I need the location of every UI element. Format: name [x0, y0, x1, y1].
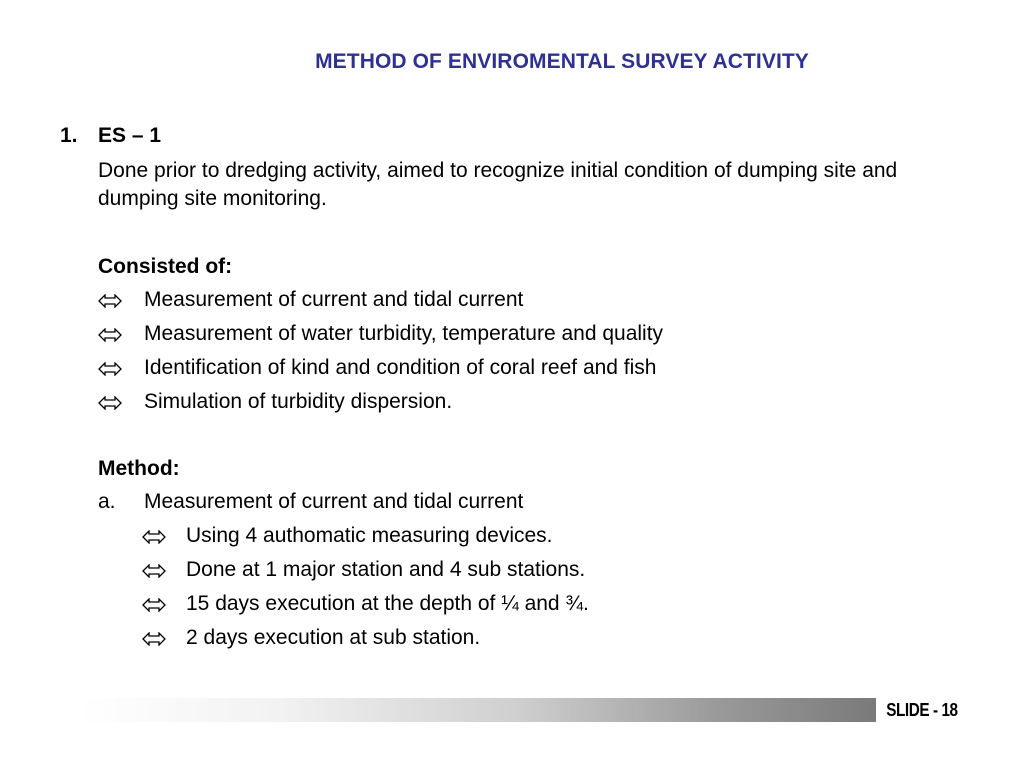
list-item — [98, 322, 663, 356]
bullet-text: Identification of kind and condition of coral reef and fish — [144, 356, 657, 379]
double-arrow-icon — [142, 530, 166, 544]
method-heading: Method: — [98, 457, 180, 480]
double-arrow-icon — [142, 564, 166, 578]
double-arrow-icon — [142, 598, 166, 612]
double-arrow-icon — [98, 294, 122, 308]
list-item — [142, 592, 589, 626]
item-number: 1. — [60, 124, 78, 147]
consisted-heading: Consisted of: — [98, 255, 233, 278]
bullet-text: 2 days execution at sub station. — [186, 626, 481, 649]
item-heading: ES – 1 — [98, 124, 162, 147]
bullet-text: Using 4 authomatic measuring devices. — [186, 524, 553, 547]
bullet-text: Simulation of turbidity dispersion. — [144, 390, 453, 413]
double-arrow-icon — [98, 396, 122, 410]
consisted-bullet-list — [98, 288, 663, 424]
item-description: Done prior to dredging activity, aimed to recognize initial condition of dumping site and dumping site monitoring. — [98, 159, 898, 210]
method-sub-title: Measurement of current and tidal current — [144, 490, 524, 513]
slide-number-label: SLIDE - 18 — [876, 698, 968, 722]
list-item — [142, 558, 589, 592]
bullet-text: Measurement of water turbidity, temperature and quality — [144, 322, 664, 345]
slide-title: METHOD OF ENVIROMENTAL SURVEY ACTIVITY — [315, 50, 809, 73]
double-arrow-icon — [98, 328, 122, 342]
list-item — [142, 524, 589, 558]
bullet-text: 15 days execution at the depth of ¼ and ¾. — [186, 592, 589, 615]
method-bullet-list — [142, 524, 589, 660]
bullet-text: Done at 1 major station and 4 sub stations. — [186, 558, 586, 581]
double-arrow-icon — [142, 632, 166, 646]
bullet-text: Measurement of current and tidal current — [144, 288, 524, 311]
method-sub-marker: a. — [98, 490, 116, 513]
footer-gradient-bar — [80, 698, 876, 722]
list-item — [98, 288, 663, 322]
double-arrow-icon — [98, 362, 122, 376]
list-item — [98, 356, 663, 390]
list-item — [98, 390, 663, 424]
list-item — [142, 626, 589, 660]
